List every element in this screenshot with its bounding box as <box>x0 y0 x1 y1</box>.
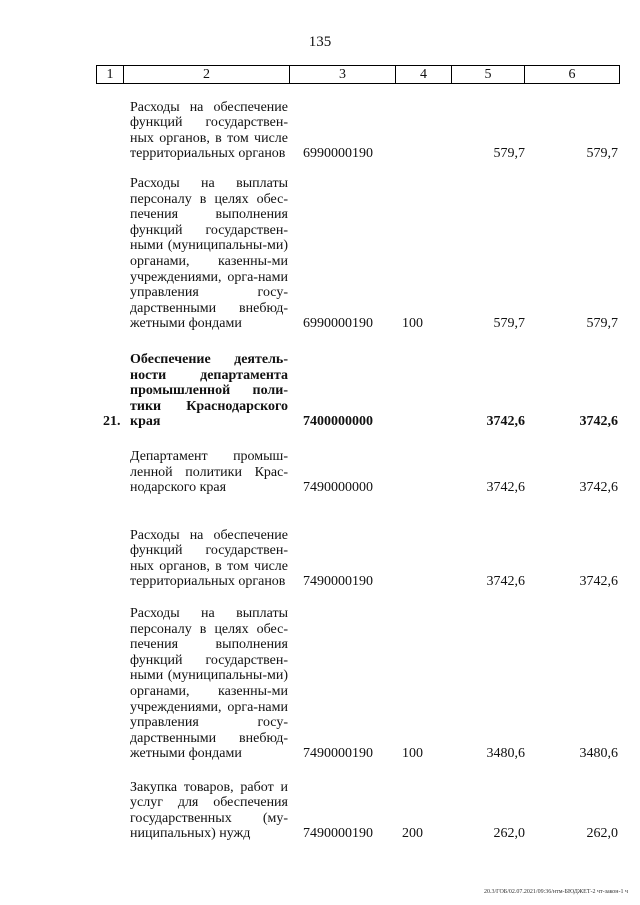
table-row-section <box>96 350 620 430</box>
row-code: 6990000190 <box>303 316 373 332</box>
document-footer-code: 20.3/ГОБ/02.07.2021/09:36/нтм-БЮДЖЕТ-2 чт-закон-1 ч <box>483 889 628 895</box>
row-amount-5: 3742,6 <box>486 414 525 430</box>
row-amount-5: 262,0 <box>493 826 525 842</box>
table-header <box>96 65 620 84</box>
row-amount-5: 3480,6 <box>486 746 525 762</box>
row-amount-6: 3480,6 <box>579 746 618 762</box>
column-header-6: 6 <box>568 67 576 82</box>
row-description: Обеспечение деятель-ности департамента промышленной поли-тики Краснодарского края <box>130 352 288 430</box>
row-description: Расходы на обеспечение функций государствен-ных органов, в том числе территориальных органов <box>130 99 288 162</box>
column-header-2: 2 <box>124 66 290 83</box>
table-row <box>96 512 620 590</box>
row-amount-6: 262,0 <box>586 826 618 842</box>
row-description: Расходы на обеспечение функций государствен-ных органов, в том числе территориальных органов <box>130 527 288 590</box>
row-code: 7490000000 <box>303 480 373 496</box>
row-amount-6: 579,7 <box>586 316 618 332</box>
column-header-4: 4 <box>396 66 452 83</box>
row-amount-6: 579,7 <box>586 146 618 162</box>
row-amount-5: 579,7 <box>493 316 525 332</box>
page-number: 135 <box>308 34 332 50</box>
table-row <box>96 600 620 762</box>
row-kind: 200 <box>402 826 423 842</box>
row-code: 7490000190 <box>303 746 373 762</box>
row-amount-6: 3742,6 <box>579 480 618 496</box>
row-description: Департамент промыш-ленной политики Крас-нодарского края <box>130 449 288 496</box>
row-description: Закупка товаров, работ и услуг для обеспечения государственных (му-ниципальных) нужд <box>130 779 288 842</box>
table-row <box>96 170 620 332</box>
row-code: 6990000190 <box>303 146 373 162</box>
row-code: 7400000000 <box>303 414 373 430</box>
row-amount-5: 3742,6 <box>486 480 525 496</box>
table-row <box>96 450 620 496</box>
row-description: Расходы на выплаты персоналу в целях обес-печения выполнения функций государствен-ными (муниципальны-ми) органами, казенны-ми учреждениями, орга-нами управления госу-дарственными внебюд-жетными фондами <box>130 176 288 332</box>
row-number: 21. <box>103 414 121 430</box>
column-header-5: 5 <box>452 66 525 83</box>
table-row <box>96 778 620 842</box>
column-header-1: 1 <box>97 66 124 83</box>
table-row <box>96 84 620 162</box>
row-amount-5: 579,7 <box>493 146 525 162</box>
column-header-3: 3 <box>290 66 396 83</box>
row-amount-6: 3742,6 <box>579 574 618 590</box>
row-code: 7490000190 <box>303 826 373 842</box>
row-kind: 100 <box>402 316 423 332</box>
row-code: 7490000190 <box>303 574 373 590</box>
row-kind: 100 <box>402 746 423 762</box>
row-amount-5: 3742,6 <box>486 574 525 590</box>
row-description: Расходы на выплаты персоналу в целях обес-печения выполнения функций государствен-ными (муниципальны-ми) органами, казенны-ми учреждениями, орга-нами управления госу-дарственными внебюд-жетными фондами <box>130 606 288 762</box>
row-amount-6: 3742,6 <box>579 414 618 430</box>
